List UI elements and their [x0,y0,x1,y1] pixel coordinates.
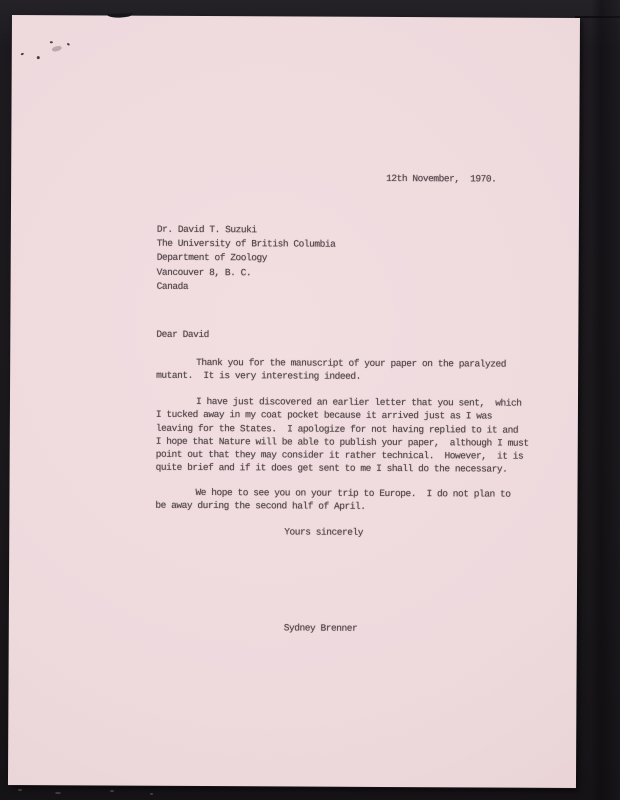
pencil-speck [50,41,53,43]
salutation: Dear David [156,328,209,341]
letter-date: 12th November, 1970. [386,172,497,185]
body-paragraph-1: Thank you for the manuscript of your paper on the paralyzed mutant. It is very interesting indeed. [156,356,507,383]
pencil-smudge [51,45,62,52]
body-paragraph-2: I have just discovered an earlier letter that you sent, which I tucked away in my coat pocket because it arrived just as I was leaving for the States. I apologize for not having replied to it and I hope that Nature will be able to publish your paper, although I must point out that they may consider it rather technical. However, it is quite brief and if it does get sent to me I shall do the necessary. [155,395,529,476]
pencil-speck [37,56,40,59]
body-paragraph-3: We hope to see you on your trip to Europe. I do not plan to be away during the second half of April. [155,486,511,513]
paper-edge-mark [107,13,133,18]
closing: Yours sincerely [284,526,364,538]
scan-dust [18,789,22,791]
scan-edge-shadow [591,0,620,800]
scan-dust [150,793,153,795]
recipient-address: Dr. David T. Suzuki The University of British Columbia Department of Zoology Vancouver 8, B. C. Canada [156,223,336,292]
pencil-speck [21,53,24,56]
scan-dust [55,792,61,794]
letter-page [8,15,580,788]
scan-dust [110,790,114,792]
pencil-speck [67,43,71,46]
signature-name: Sydney Brenner [283,622,358,634]
